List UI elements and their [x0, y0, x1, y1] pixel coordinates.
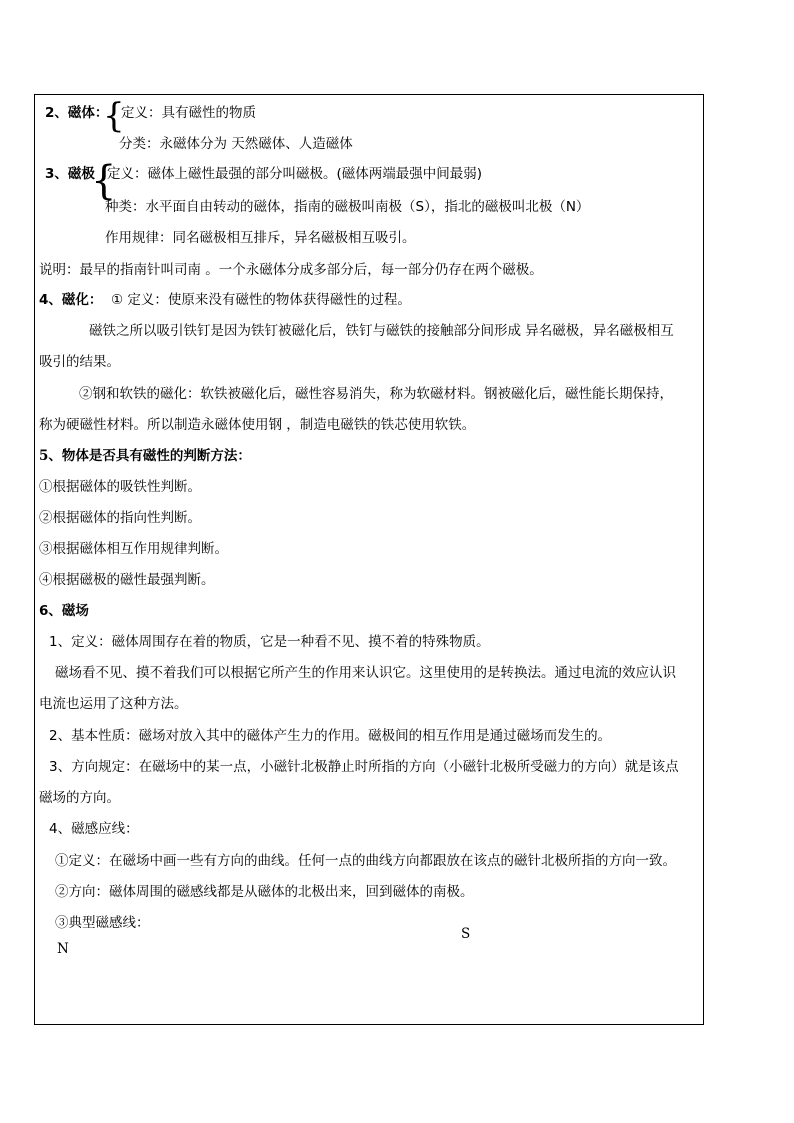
pole-heading: 3、磁极: [45, 166, 95, 182]
pole-definition: 定义：磁体上磁性最强的部分叫磁极。(磁体两端最强中间最弱): [107, 166, 483, 182]
magnetization-para2-line1: ②钢和软铁的磁化：软铁被磁化后，磁性容易消失，称为软磁材料。钢被磁化后，磁性能长期保持，: [79, 386, 673, 402]
pole-rule: 作用规律：同名磁极相互排斥，异名磁极相互吸引。: [105, 230, 416, 246]
field-explain-line2: 电流也运用了这种方法。: [39, 696, 188, 712]
field-definition: 1、定义：磁体周围存在着的物质，它是一种看不见、摸不着的特殊物质。: [49, 634, 490, 650]
judge-item: ②根据磁体的指向性判断。: [39, 510, 201, 526]
document-page: [34, 94, 704, 1025]
brace-icon: {: [91, 158, 117, 204]
field-lines-direction: ②方向：磁体周围的磁感线都是从磁体的北极出来，回到磁体的南极。: [55, 884, 474, 900]
judge-item: ③根据磁体相互作用规律判断。: [39, 541, 228, 557]
magnetization-para2-line2: 称为硬磁性材料。所以制造永磁体使用钢 ，制造电磁铁的铁芯使用软铁。: [39, 417, 476, 433]
magnetization-heading: 4、磁化：: [39, 292, 103, 308]
brace-icon: {: [103, 96, 125, 136]
north-pole-label: N: [57, 941, 69, 957]
pole-types: 种类：水平面自由转动的磁体，指南的磁极叫南极（S），指北的磁极叫北极（N）: [105, 199, 590, 215]
judge-item: ④根据磁极的磁性最强判断。: [39, 572, 215, 588]
magnet-definition: 定义：具有磁性的物质: [121, 105, 256, 121]
judge-item: ①根据磁体的吸铁性判断。: [39, 479, 201, 495]
field-lines-typical: ③典型磁感线：: [55, 915, 150, 931]
south-pole-label: S: [461, 926, 471, 942]
field-heading: 6、磁场: [39, 603, 89, 619]
magnet-heading: 2、磁体：: [45, 105, 109, 121]
pole-note: 说明：最早的指南针叫司南 。一个永磁体分成多部分后，每一部分仍存在两个磁极。: [39, 262, 543, 278]
magnetization-para1-line2: 吸引的结果。: [39, 354, 120, 370]
magnetization-para1-line1: 磁铁之所以吸引铁钉是因为铁钉被磁化后，铁钉与磁铁的接触部分间形成 异名磁极，异名磁极相互: [89, 323, 674, 339]
magnetization-definition: ① 定义：使原来没有磁性的物体获得磁性的过程。: [111, 292, 411, 308]
field-lines-definition: ①定义：在磁场中画一些有方向的曲线。任何一点的曲线方向都跟放在该点的磁针北极所指的方向一致。: [55, 853, 676, 869]
magnet-classification: 分类：永磁体分为 天然磁体、人造磁体: [119, 136, 353, 152]
field-direction-line2: 磁场的方向。: [39, 790, 120, 806]
field-lines-heading: 4、磁感应线：: [49, 821, 139, 837]
field-direction-line1: 3、方向规定：在磁场中的某一点，小磁针北极静止时所指的方向（小磁针北极所受磁力的方向）就是该点: [49, 759, 679, 775]
judge-heading: 5、物体是否具有磁性的判断方法：: [39, 448, 251, 464]
field-property: 2、基本性质：磁场对放入其中的磁体产生力的作用。磁极间的相互作用是通过磁场而发生的。: [49, 728, 612, 744]
field-explain-line1: 磁场看不见、摸不着我们可以根据它所产生的作用来认识它。这里使用的是转换法。通过电流的效应认识: [55, 665, 676, 681]
